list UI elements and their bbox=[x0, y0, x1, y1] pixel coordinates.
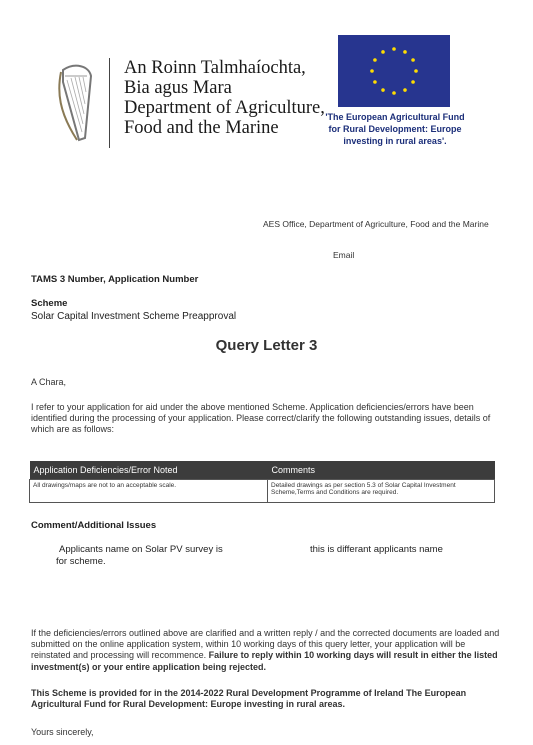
eu-star bbox=[370, 69, 374, 73]
department-line-4: Food and the Marine bbox=[124, 118, 279, 138]
email-label: Email bbox=[333, 250, 355, 260]
deficiency-table bbox=[29, 461, 495, 503]
eu-star bbox=[414, 69, 418, 73]
eu-star bbox=[411, 80, 415, 84]
eu-stars-icon bbox=[338, 35, 450, 107]
eu-flag bbox=[338, 35, 450, 107]
eu-caption-line-1: 'The European Agricultural Fund bbox=[325, 112, 465, 122]
closing-paragraph bbox=[31, 628, 506, 673]
comment-text-part-3: for scheme. bbox=[56, 556, 106, 567]
comment-heading: Comment/Additional Issues bbox=[31, 520, 157, 531]
eu-star bbox=[373, 80, 377, 84]
eu-star bbox=[381, 88, 385, 92]
scheme-name: Solar Capital Investment Scheme Preapproval bbox=[31, 311, 237, 322]
eu-star bbox=[411, 58, 415, 62]
eu-fund-caption bbox=[300, 111, 490, 147]
letter-title: Query Letter 3 bbox=[215, 337, 318, 354]
eu-caption-line-3: investing in rural areas'. bbox=[343, 136, 447, 146]
comment-text bbox=[56, 544, 479, 568]
eu-star bbox=[381, 50, 385, 54]
eu-star bbox=[373, 58, 377, 62]
department-line-3: Department of Agriculture, bbox=[124, 98, 325, 118]
eu-star bbox=[392, 91, 396, 95]
comment-cell: Detailed drawings as per section 5.3 of Solar Capital Investment Scheme,Terms and Conditions are required. bbox=[268, 480, 495, 503]
column-header-comments: Comments bbox=[268, 461, 495, 480]
column-header-deficiency: Application Deficiencies/Error Noted bbox=[30, 461, 268, 480]
deficiency-cell: All drawings/maps are not to an acceptable scale. bbox=[30, 480, 268, 503]
harp-emblem-icon bbox=[55, 62, 97, 144]
comment-text-part-1: Applicants name on Solar PV survey is bbox=[59, 544, 223, 555]
intro-paragraph: I refer to your application for aid under the above mentioned Scheme. Application deficiencies/errors have been identified during the processing of your application. Please correct/clarify the following outstanding issues, details of which are as follows: bbox=[31, 402, 491, 435]
eu-caption-line-2: for Rural Development: Europe bbox=[328, 124, 462, 134]
eu-star bbox=[403, 50, 407, 54]
closing-warning-text: Failure to reply within 10 working days will result in either the listed investment(s) or your entire application being rejected. bbox=[31, 650, 498, 672]
eu-star bbox=[403, 88, 407, 92]
scheme-heading: Scheme bbox=[31, 298, 68, 309]
signoff: Yours sincerely, bbox=[31, 727, 94, 737]
table-row bbox=[30, 480, 495, 503]
programme-statement: This Scheme is provided for in the 2014-2022 Rural Development Programme of Ireland The European Agricultural Fund for Rural Development: Europe investing in rural areas. bbox=[31, 688, 467, 710]
reference-number: TAMS 3 Number, Application Number bbox=[31, 274, 199, 285]
department-line-1: An Roinn Talmhaíochta, bbox=[124, 58, 306, 78]
eu-star bbox=[392, 47, 396, 51]
office-address: AES Office, Department of Agriculture, Food and the Marine bbox=[263, 219, 489, 229]
comment-text-part-2: this is differant applicants name bbox=[309, 544, 443, 555]
salutation: A Chara, bbox=[31, 377, 67, 387]
header-divider bbox=[109, 58, 110, 148]
department-name bbox=[124, 58, 325, 138]
table-header-row bbox=[30, 461, 495, 480]
closing-normal-text: If the deficiencies/errors outlined above are clarified and a written reply / and the corrected documents are loaded and submitted on the online application system, within 10 working days of this query letter, your application will be reinstated and processing will recommence. bbox=[31, 628, 500, 661]
department-line-2: Bia agus Mara bbox=[124, 78, 232, 98]
